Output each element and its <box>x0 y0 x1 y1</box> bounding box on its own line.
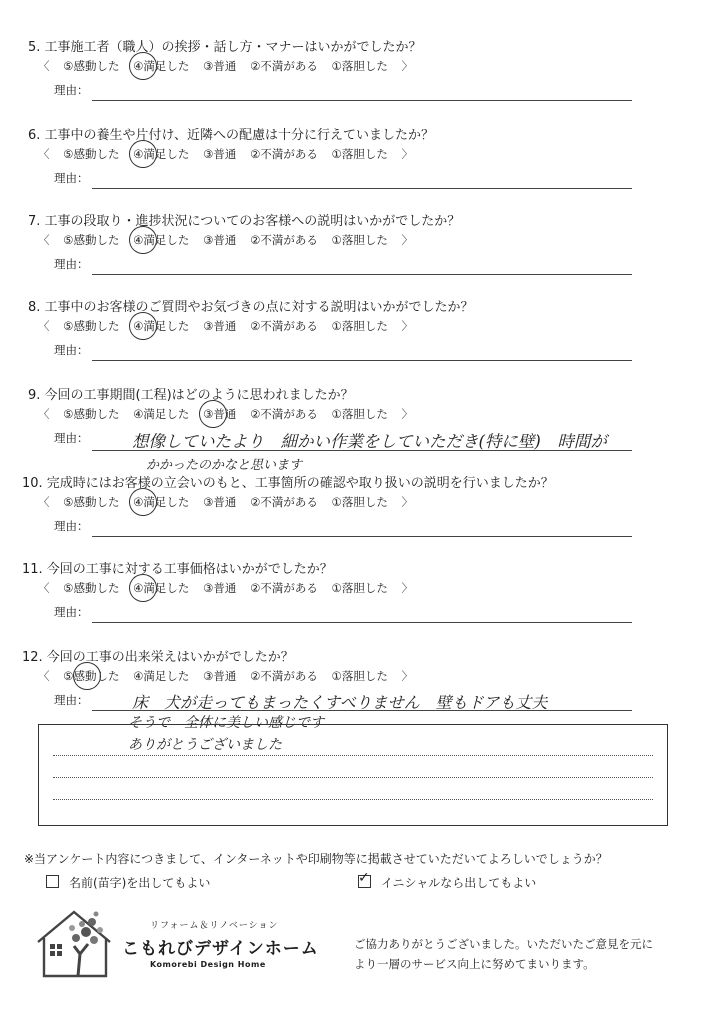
option-1[interactable]: ①落胆した <box>331 59 388 73</box>
reason-line[interactable] <box>92 536 632 537</box>
checkbox[interactable] <box>358 870 371 888</box>
option-5[interactable]: ⑤感動した <box>63 59 120 73</box>
bracket-open: 〈 <box>38 319 50 333</box>
reason-line[interactable] <box>92 100 632 101</box>
option-2[interactable]: ②不満がある <box>250 581 318 595</box>
option-5[interactable]: ⑤感動した <box>63 581 120 595</box>
bracket-open: 〈 <box>38 407 50 421</box>
rating-options <box>38 58 423 74</box>
bracket-close: 〉 <box>401 233 413 247</box>
brand-subtitle: リフォーム＆リノベーション <box>150 921 279 931</box>
option-2[interactable]: ②不満がある <box>250 233 318 247</box>
checkbox[interactable] <box>46 875 59 888</box>
option-4[interactable]: ④満足した <box>133 232 189 248</box>
question-title: 7. 工事の段取り・進捗状況についてのお客様への説明はいかがでしたか？ <box>28 214 461 229</box>
reason-label: 理由： <box>54 605 89 619</box>
option-3[interactable]: ③普通 <box>203 669 237 683</box>
rating-options <box>38 318 423 334</box>
handwritten-reason-line-2: かかったのかなと思います <box>146 458 303 473</box>
option-5[interactable]: ⑤感動した <box>63 233 120 247</box>
publish-option-label: イニシャルなら出してもよい <box>381 876 537 890</box>
bracket-open: 〈 <box>38 495 50 509</box>
option-1[interactable]: ①落胆した <box>331 233 388 247</box>
publish-notice: ※当アンケート内容につきまして、インターネットや印刷物等に掲載させていただいてよろしいでしょうか？ <box>24 852 608 866</box>
question-title: 5. 工事施工者（職人）の挨拶・話し方・マナーはいかがでしたか？ <box>28 40 422 55</box>
option-5[interactable]: ⑤感動した <box>63 668 119 684</box>
rating-options <box>38 232 423 248</box>
option-4[interactable]: ④満足した <box>133 58 189 74</box>
option-4[interactable]: ④満足した <box>133 407 190 421</box>
brand-english: Komorebi Design Home <box>150 960 266 969</box>
option-2[interactable]: ②不満がある <box>250 495 318 509</box>
option-3[interactable]: ③普通 <box>203 319 237 333</box>
option-5[interactable]: ⑤感動した <box>63 319 120 333</box>
option-5[interactable]: ⑤感動した <box>63 495 120 509</box>
reason-line[interactable] <box>92 188 632 189</box>
option-1[interactable]: ①落胆した <box>331 495 388 509</box>
thanks-line-2: より一層のサービス向上に努めてまいります。 <box>354 957 595 971</box>
option-3[interactable]: ③普通 <box>203 581 237 595</box>
bracket-close: 〉 <box>401 319 413 333</box>
rating-options <box>38 406 423 422</box>
rating-options <box>38 494 423 510</box>
option-1[interactable]: ①落胆した <box>331 147 388 161</box>
bracket-open: 〈 <box>38 581 50 595</box>
option-2[interactable]: ②不満がある <box>250 319 318 333</box>
reason-line[interactable] <box>92 622 632 623</box>
bracket-open: 〈 <box>38 147 50 161</box>
publish-option-name[interactable] <box>46 874 210 891</box>
option-2[interactable]: ②不満がある <box>250 59 318 73</box>
option-3[interactable]: ③普通 <box>203 495 237 509</box>
reason-label: 理由： <box>54 431 89 445</box>
option-5[interactable]: ⑤感動した <box>63 147 120 161</box>
rating-options <box>38 580 423 596</box>
bracket-close: 〉 <box>401 407 413 421</box>
dotted-line <box>53 755 653 756</box>
option-2[interactable]: ②不満がある <box>250 669 318 683</box>
option-1[interactable]: ①落胆した <box>331 581 388 595</box>
reason-label: 理由： <box>54 257 89 271</box>
rating-options <box>38 668 423 684</box>
handwritten-reason-line-1: 想像していたより 細かい作業をしていただき(特に壁) 時間が <box>132 432 607 451</box>
comment-box[interactable] <box>38 724 668 826</box>
bracket-open: 〈 <box>38 59 50 73</box>
question-title: 9. 今回の工事期間(工程)はどのように思われましたか？ <box>28 388 354 403</box>
bracket-close: 〉 <box>401 147 413 161</box>
handwritten-reason-line-2: そうで 全体に美しい感じです <box>128 715 324 731</box>
thanks-line-1: ご協力ありがとうございました。いただいたご意見を元に <box>354 937 653 951</box>
house-tree-logo-icon <box>32 902 118 980</box>
option-3[interactable]: ③普通 <box>203 147 237 161</box>
reason-label: 理由： <box>54 171 89 185</box>
dotted-line <box>53 777 653 778</box>
bracket-close: 〉 <box>401 669 413 683</box>
option-4[interactable]: ④満足した <box>133 580 189 596</box>
bracket-close: 〉 <box>401 581 413 595</box>
reason-line[interactable] <box>92 274 632 275</box>
bracket-open: 〈 <box>38 669 50 683</box>
option-5[interactable]: ⑤感動した <box>63 407 120 421</box>
check-mark-icon: ✓ <box>358 870 370 886</box>
reason-label: 理由： <box>54 519 89 533</box>
publish-option-label: 名前(苗字)を出してもよい <box>69 876 211 890</box>
bracket-close: 〉 <box>401 59 413 73</box>
option-1[interactable]: ①落胆した <box>331 319 388 333</box>
option-4[interactable]: ④満足した <box>133 494 189 510</box>
reason-line[interactable] <box>92 360 632 361</box>
option-2[interactable]: ②不満がある <box>250 407 318 421</box>
brand-name: こもれびデザインホーム <box>122 939 319 959</box>
option-3[interactable]: ③普通 <box>203 59 237 73</box>
reason-label: 理由： <box>54 83 89 97</box>
bracket-open: 〈 <box>38 233 50 247</box>
option-4[interactable]: ④満足した <box>133 669 190 683</box>
reason-label: 理由： <box>54 693 89 707</box>
option-4[interactable]: ④満足した <box>133 318 189 334</box>
option-3[interactable]: ③普通 <box>203 406 236 422</box>
dotted-line <box>53 799 653 800</box>
option-1[interactable]: ①落胆した <box>331 407 388 421</box>
handwritten-reason-line-3: ありがとうございました <box>128 737 282 753</box>
rating-options <box>38 146 423 162</box>
reason-label: 理由： <box>54 343 89 357</box>
question-title: 8. 工事中のお客様のご質問やお気づきの点に対する説明はいかがでしたか？ <box>28 300 474 315</box>
option-2[interactable]: ②不満がある <box>250 147 318 161</box>
handwritten-reason-line-1: 床 犬が走ってもまったくすべりません 壁もドアも丈夫 <box>132 693 548 712</box>
option-4[interactable]: ④満足した <box>133 146 189 162</box>
bracket-close: 〉 <box>401 495 413 509</box>
publish-option-initials[interactable] <box>358 870 537 891</box>
question-title: 11. 今回の工事に対する工事価格はいかがでしたか？ <box>22 562 333 577</box>
question-title: 12. 今回の工事の出来栄えはいかがでしたか？ <box>22 650 294 665</box>
option-3[interactable]: ③普通 <box>203 233 237 247</box>
option-1[interactable]: ①落胆した <box>331 669 388 683</box>
question-title: 6. 工事中の養生や片付け、近隣への配慮は十分に行えていましたか？ <box>28 128 435 143</box>
question-title: 10. 完成時にはお客様の立会いのもと、工事箇所の確認や取り扱いの説明を行いましたか？ <box>22 476 554 491</box>
